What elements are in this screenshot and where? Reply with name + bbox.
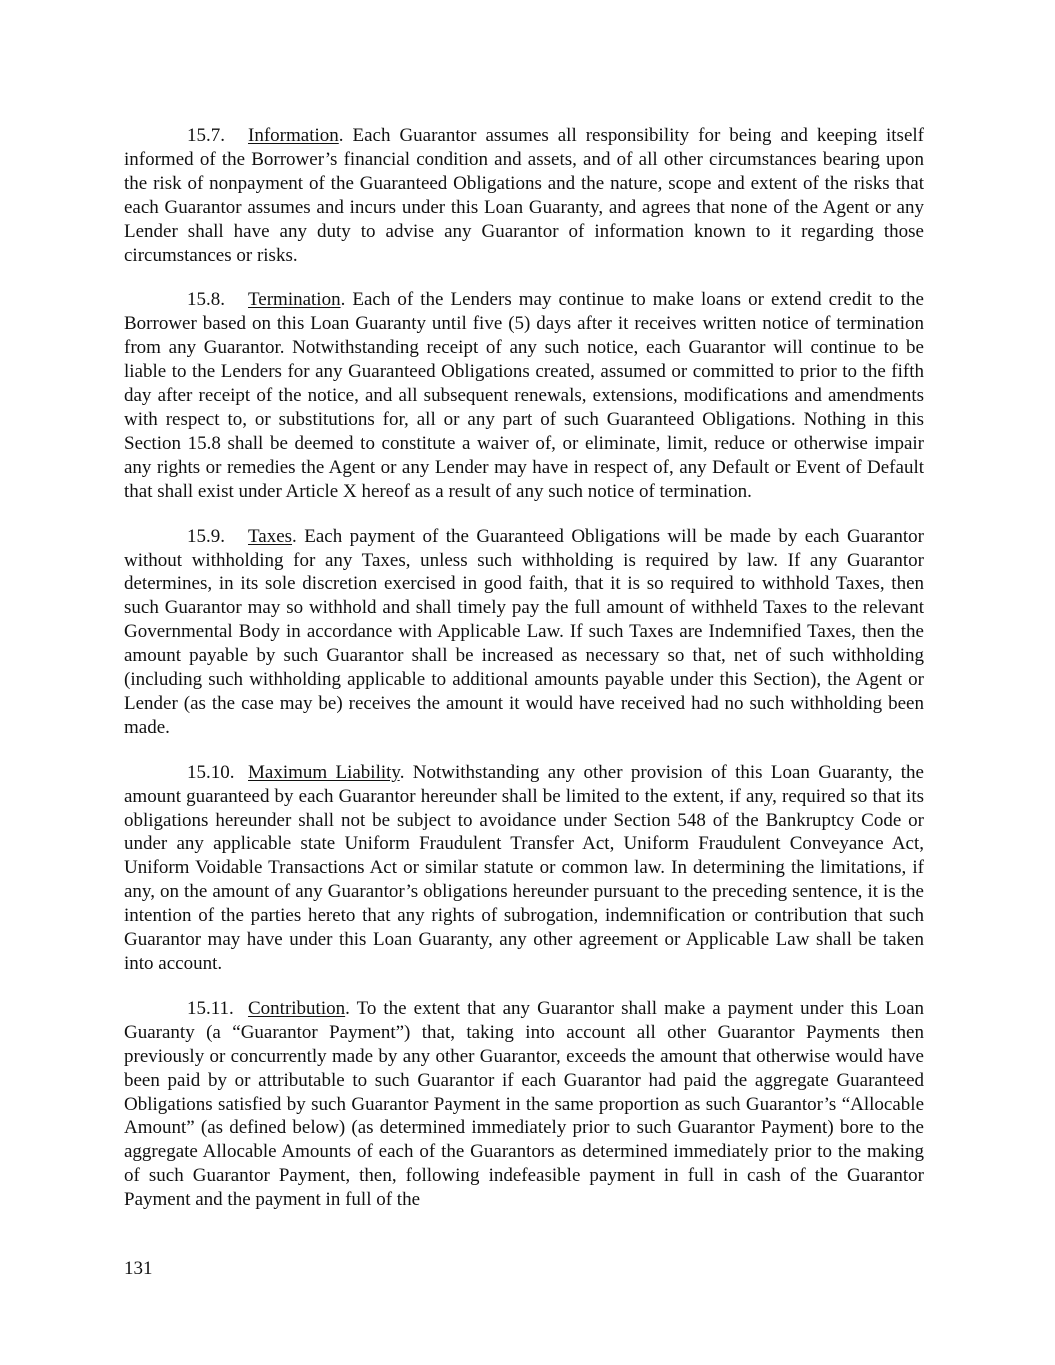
section-heading: Taxes xyxy=(248,525,293,547)
section-body: . To the extent that any Guarantor shall make a payment under this Loan Guaranty (a “Guarantor Payment”) that, taking into account all other Guarantor Payments then previously or concurrently made by any other Guarantor, exceeds the amount that otherwise would have been paid by or attributable to such Guarantor if each Guarantor had paid the aggregate Guaranteed Obligations satisfied by such Guarantor Payment in the same proportion as such Guarantor’s “Allocable Amount” (as defined below) (as determined immediately prior to such Guarantor Payment) bore to the aggregate Allocable Amounts of each of the Guarantors as determined immediately prior to the making of such Guarantor Payment, then, following indefeasible payment in full in cash of the Guarantor Payment and the payment in full of the xyxy=(124,997,924,1211)
section-heading: Termination xyxy=(248,289,341,311)
section-number: 15.9. xyxy=(187,525,225,547)
section-15-7 xyxy=(124,124,924,267)
section-body: . Each payment of the Guaranteed Obligations will be made by each Guarantor without withholding for any Taxes, unless such withholding is required by law. If any Guarantor determines, in its sole discretion exercised in good faith, that it is so required to withhold Taxes, then such Guarantor may so withhold and shall timely pay the full amount of withheld Taxes to the relevant Governmental Body in accordance with Applicable Law. If such Taxes are Indemnified Taxes, then the amount payable by such Guarantor shall be increased as necessary so that, net of such withholding (including such withholding applicable to additional amounts payable under this Section), the Agent or Lender (as the case may be) receives the amount it would have received had no such withholding been made. xyxy=(124,525,924,738)
section-number: 15.11. xyxy=(187,997,234,1019)
section-15-10 xyxy=(124,761,924,976)
section-number: 15.10. xyxy=(187,761,235,783)
page-number: 131 xyxy=(124,1258,153,1279)
section-body: . Each of the Lenders may continue to make loans or extend credit to the Borrower based on this Loan Guaranty until five (5) days after it receives written notice of termination from any Guarantor. Notwithstanding receipt of any such notice, each Guarantor will continue to be liable to the Lenders for any Guaranteed Obligations created, assumed or committed to prior to the fifth day after receipt of the notice, and all subsequent renewals, extensions, modifications and amendments with respect to, or substitutions for, all or any part of such Guaranteed Obligations. Nothing in this Section 15.8 shall be deemed to constitute a waiver of, or eliminate, limit, reduce or otherwise impair any rights or remedies the Agent or any Lender may have in respect of, any Default or Event of Default that shall exist under Article X hereof as a result of any such notice of termination. xyxy=(124,289,924,502)
section-15-8 xyxy=(124,288,924,503)
section-number: 15.8. xyxy=(187,289,225,311)
section-15-11 xyxy=(124,997,924,1212)
section-body: . Notwithstanding any other provision of this Loan Guaranty, the amount guaranteed by each Guarantor hereunder shall be limited to the extent, if any, required so that its obligations hereunder shall not be subject to avoidance under Section 548 of the Bankruptcy Code or under any applicable state Uniform Fraudulent Transfer Act, Uniform Fraudulent Conveyance Act, Uniform Voidable Transactions Act or similar statute or common law. In determining the limitations, if any, on the amount of any Guarantor’s obligations hereunder pursuant to the preceding sentence, it is the intention of the parties hereto that any rights of subrogation, indemnification or contribution that such Guarantor may have under this Loan Guaranty, any other agreement or Applicable Law shall be taken into account. xyxy=(124,761,924,974)
section-heading: Maximum Liability xyxy=(248,761,400,783)
section-heading: Contribution xyxy=(248,997,346,1019)
section-number: 15.7. xyxy=(187,125,225,146)
document-page xyxy=(124,124,924,1233)
section-heading: Information xyxy=(248,125,339,146)
section-15-9 xyxy=(124,525,924,740)
section-body: . Each Guarantor assumes all responsibility for being and keeping itself informed of the Borrower’s financial condition and assets, and of all other circumstances bearing upon the risk of nonpayment of the Guaranteed Obligations and the nature, scope and extent of the risks that each Guarantor assumes and incurs under this Loan Guaranty, and agrees that none of the Agent or any Lender shall have any duty to advise any Guarantor of information known to it regarding those circumstances or risks. xyxy=(124,125,924,266)
